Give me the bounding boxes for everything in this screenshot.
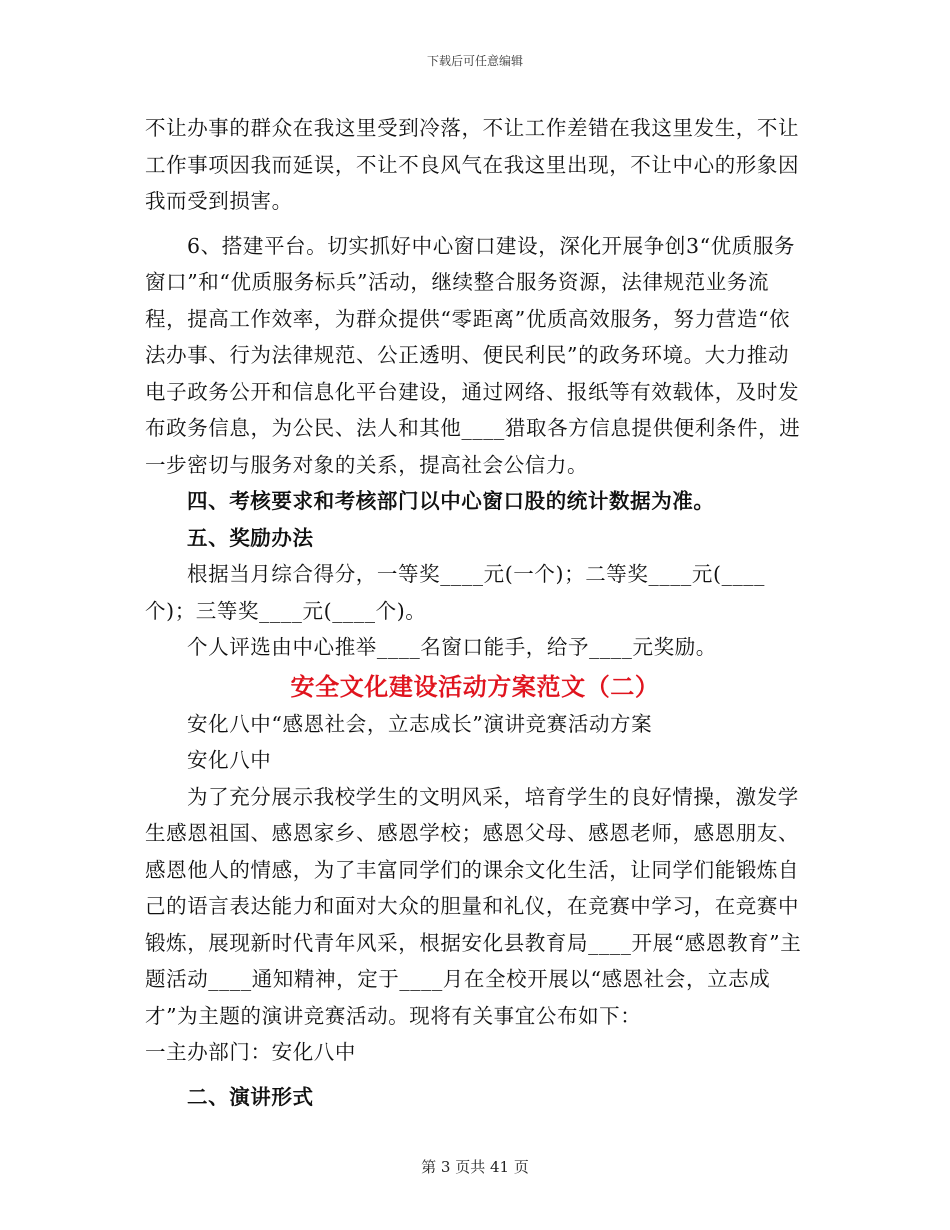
document-body	[145, 110, 805, 1115]
paragraph-individual-award: 个人评选由中心推举____名窗口能手，给予____元奖励。	[187, 635, 717, 659]
section-title: 安全文化建设活动方案范文（二）	[290, 671, 660, 701]
paragraph-organizer: 一主办部门：安化八中	[145, 1040, 356, 1064]
event-plan-title: 安化八中“感恩社会，立志成长”演讲竞赛活动方案	[187, 711, 653, 736]
heading-speech-format: 二、演讲形式	[187, 1084, 314, 1109]
page-footer: 第 3 页共 41 页	[421, 1158, 529, 1176]
paragraph-purpose: 为了充分展示我校学生的文明风采，培育学生的良好情操，激发学生感恩祖国、感恩家乡、感恩学校；感恩父母、感恩老师，感恩朋友、感恩他人的情感，为了丰富同学们的课余文化生活，让同学们能锻炼自己的语言表达能力和面对大众的胆量和礼仪，在竞赛中学习，在竞赛中锻炼，展现新时代青年风采，根据安化县教育局____开展“感恩教育”主题活动____通知精神，定于____月在全校开展以“感恩社会，立志成才”为主题的演讲竞赛活动。现将有关事宜公布如下：	[145, 784, 802, 1028]
heading-assessment: 四、考核要求和考核部门以中心窗口股的统计数据为准。	[187, 489, 715, 513]
page-header: 下载后可任意编辑	[426, 54, 523, 68]
heading-rewards: 五、奖励办法	[187, 525, 314, 550]
paragraph-build-platform: 6、搭建平台。切实抓好中心窗口建设，深化开展争创3“优质服务窗口”和“优质服务标兵”活动，继续整合服务资源，法律规范业务流程，提高工作效率，为群众提供“零距离”优质高效服务，努力营造“依法办事、行为法律规范、公正透明、便民利民”的政务环境。大力推动电子政务公开和信息化平台建设，通过网络、报纸等有效载体，及时发布政务信息，为公民、法人和其他____猎取各方信息提供便利条件，进一步密切与服务对象的关系，提高社会公信力。	[145, 233, 801, 477]
school-name: 安化八中	[187, 748, 272, 772]
paragraph-continuation: 不让办事的群众在我这里受到冷落，不让工作差错在我这里发生，不让工作事项因我而延误，不让不良风气在我这里出现，不让中心的形象因我而受到损害。	[145, 116, 800, 213]
paragraph-reward-levels: 根据当月综合得分，一等奖____元(一个)；二等奖____元(____个)；三等奖____元(____个)。	[145, 562, 765, 623]
